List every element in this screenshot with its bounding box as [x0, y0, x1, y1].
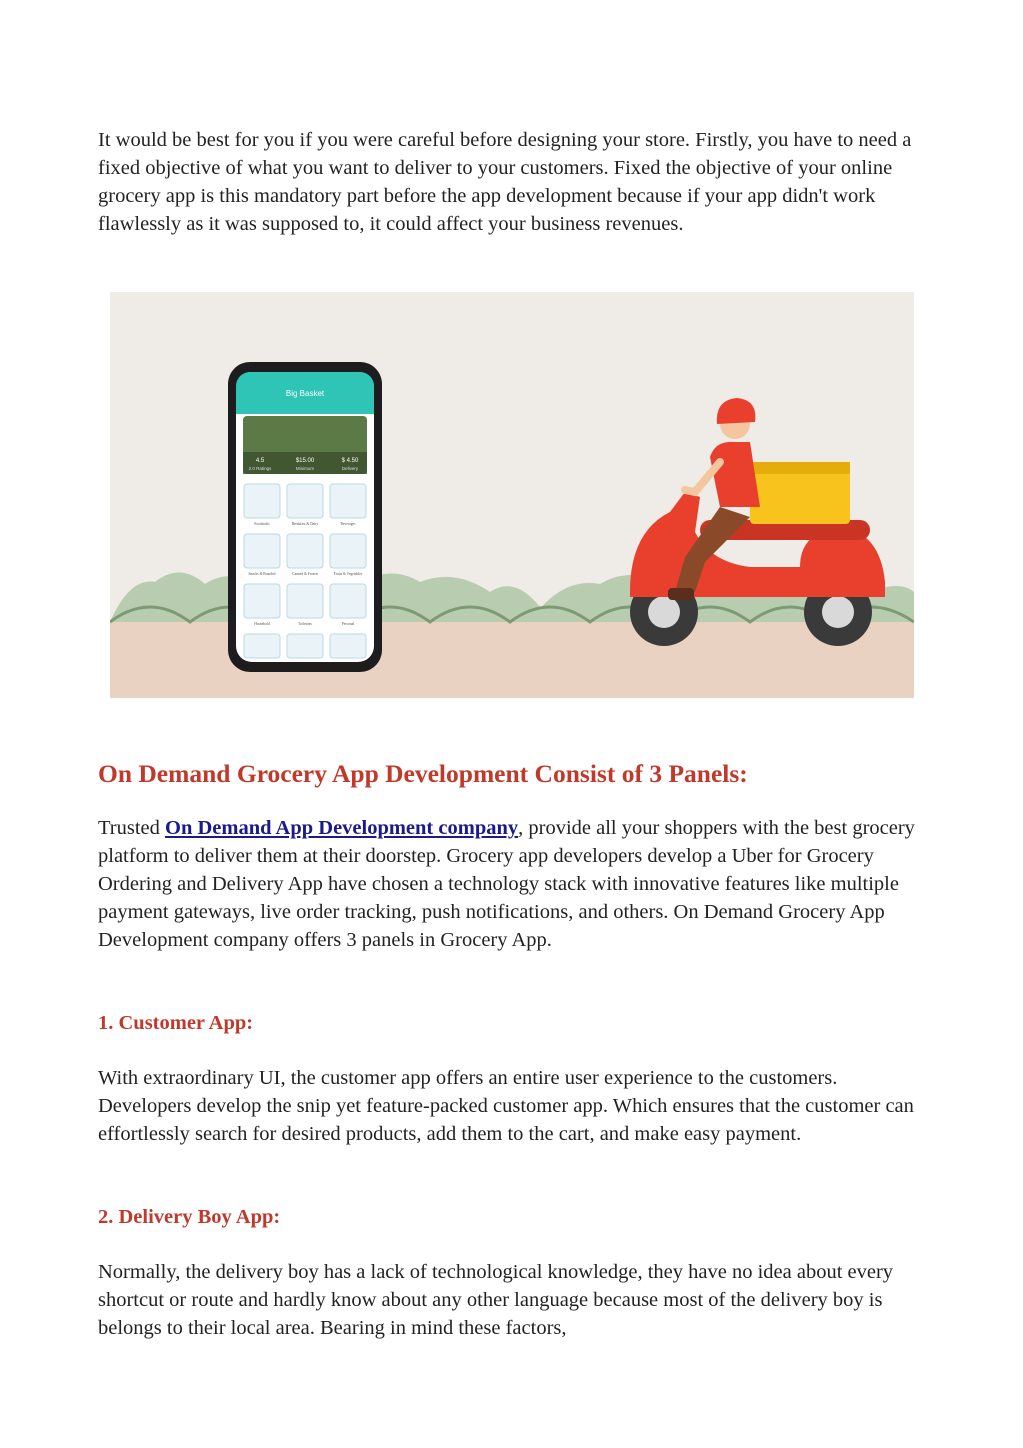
intro-paragraph: It would be best for you if you were careful before designing your store. Firstly, you have to need a fixed objective of what you want to deliver to your customers. Fixed the objective of your online grocery app is this mandatory part before the app development because if your app didn't work flawlessly as it was supposed to, it could affect your business revenues.	[98, 129, 912, 235]
on-demand-app-development-link[interactable]: On Demand App Development company	[165, 817, 519, 839]
phone-category-label: Toiletries	[298, 622, 312, 626]
phone-category-label: Personal	[341, 622, 355, 626]
phone-stat-label-2: Minimum	[295, 466, 315, 471]
phone-category-label: Snacks & Branded	[248, 572, 276, 576]
phone-app-title: Big Basket	[285, 389, 325, 398]
delivery-app-paragraph: Normally, the delivery boy has a lack of technological knowledge, they have no idea about every shortcut or route and hardly know about any other language because most of the delivery boy is belongs to their local area. Bearing in mind these factors,	[98, 1261, 894, 1339]
section-heading: On Demand Grocery App Development Consist of 3 Panels:	[98, 759, 748, 788]
phone-stat-3: $ 4.50	[341, 458, 359, 464]
customer-app-heading: 1. Customer App:	[98, 1012, 254, 1034]
delivery-app-heading: 2. Delivery Boy App:	[98, 1206, 281, 1228]
phone-stat-1: 4.5	[255, 458, 265, 464]
paragraph-prefix: Trusted	[98, 817, 166, 839]
phone-category-label: Breakfast & Dairy	[291, 522, 319, 526]
panels-intro-paragraph	[98, 814, 918, 954]
grocery-delivery-illustration	[110, 292, 914, 698]
phone-stat-label-1: 2.0 Ratings	[248, 466, 272, 471]
phone-stat-label-3: Delivery	[341, 466, 359, 471]
phone-category-label: Canned & Frozen	[292, 572, 318, 576]
phone-stat-2: $15.00	[295, 458, 315, 464]
phone-category-label: Household	[254, 622, 270, 626]
customer-app-paragraph: With extraordinary UI, the customer app offers an entire user experience to the customers. Developers develop the snip yet feature-packed customer app. Which ensures that the customer can effortlessly search for desired products, add them to the cart, and make easy payment.	[98, 1067, 914, 1145]
phone-category-label: Foodstuffs	[254, 522, 270, 526]
phone-category-label: Fruits & Vegetables	[333, 572, 363, 576]
paragraph-suffix: , provide all your shoppers with the best grocery platform to deliver them at their doorstep. Grocery app developers develop a Uber for Grocery Ordering and Delivery App have chosen a technology stack with innovative features like multiple payment gateways, live order tracking, push notifications, and others. On Demand Grocery App Development company offers 3 panels in Grocery App.	[98, 817, 915, 951]
phone-category-label: Beverages	[340, 522, 356, 526]
phone-mockup	[228, 362, 382, 672]
